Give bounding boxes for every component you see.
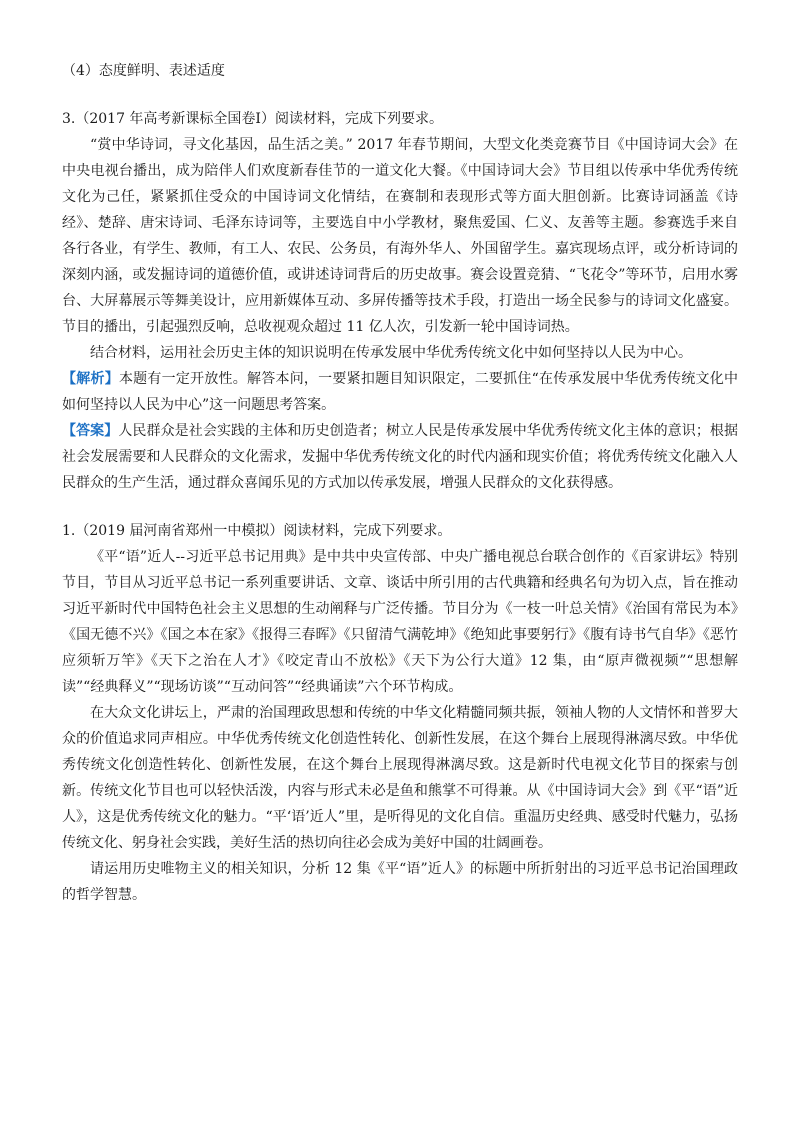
question-1-paragraph-2: 在大众文化讲坛上，严肃的治国理政思想和传统的中华文化精髓同频共振，领袖人物的人文情怀和普罗大众的价值追求同声相应。中华优秀传统文化创造性转化、创新性发展，在这个舞台上展现得淋漓尽致。中华优秀传统文化创造性转化、创新性发展，在这个舞台上展现得淋漓尽致。这是新时代电视文化节目的探索与创新。传统文化节目也可以轻快活泼，内容与形式未必是鱼和熊掌不可得兼。从《中国诗词大会》到《平“语”近人》，这是优秀传统文化的魅力。“平‘语’近人”里，是听得见的文化自信。重温历史经典、感受时代魅力，弘扬传统文化、躬身社会实践，美好生活的热切向往必会成为美好中国的壮阔画卷。	[62, 705, 738, 851]
question-3-material: “赏中华诗词，寻文化基因，品生活之美。” 2017 年春节期间，大型文化类竞赛节目《中国诗词大会》在中央电视台播出，成为陪伴人们欢度新春佳节的一道文化大餐。《中国诗词大会》节目组以传承中华优秀传统文化为己任，紧紧抓住受众的中国诗词文化情结，在赛制和表现形式等方面大胆创新。比赛诗词涵盖《诗经》、楚辞、唐宋诗词、毛泽东诗词等，主要选自中小学教材，聚焦爱国、仁义、友善等主题。参赛选手来自各行各业，有学生、教师，有工人、农民、公务员，有海外华人、外国留学生。嘉宾现场点评，或分析诗词的深刻内涵，或发掘诗词的道德价值，或讲述诗词背后的历史故事。赛会设置竞猜、“飞花令”等环节，启用水雾台、大屏幕展示等舞美设计，应用新媒体互动、多屏传播等技术手段，打造出一场全民参与的诗词文化盛宴。节目的播出，引起强烈反响，总收视观众超过 11 亿人次，引发新一轮中国诗词热。	[62, 137, 738, 335]
analysis-text: 本题有一定开放性。解答本问，一要紧扣题目知识限定，二要抓住“在传承发展中华优秀传统文化中如何坚持以人民为中心”这一问题思考答案。	[62, 371, 739, 413]
item-4-text: （4）态度鲜明、表述适度	[62, 63, 225, 79]
question-1-heading: 1.（2019 届河南省郑州一中模拟）阅读材料，完成下列要求。	[62, 523, 452, 539]
question-3-heading: 3.（2017 年高考新课标全国卷Ⅰ）阅读材料，完成下列要求。	[62, 111, 443, 127]
question-1-prompt: 请运用历史唯物主义的相关知识，分析 12 集《平“语”近人》的标题中所折射出的习近平总书记治国理政的哲学智慧。	[62, 861, 738, 903]
question-3-answer	[62, 418, 738, 496]
question-3-prompt: 结合材料，运用社会历史主体的知识说明在传承发展中华优秀传统文化中如何坚持以人民为中心。	[90, 345, 692, 361]
question-1-paragraph-1: 《平“语”近人--习近平总书记用典》是中共中央宣传部、中央广播电视总台联合创作的《百家讲坛》特别节目，节目从习近平总书记一系列重要讲话、文章、谈话中所引用的古代典籍和经典名句为切入点，旨在推动习近平新时代中国特色社会主义思想的生动阐释与广泛传播。节目分为《一枝一叶总关情》《治国有常民为本》《国无德不兴》《国之本在家》《报得三春晖》《只留清气满乾坤》《绝知此事要躬行》《腹有诗书气自华》《恶竹应须斩万竿》《天下之治在人才》《咬定青山不放松》《天下为公行大道》12 集，由“原声微视频”“思想解读”“经典释义”“现场访谈”“互动问答”“经典诵读”六个环节构成。	[62, 549, 738, 695]
answer-text: 人民群众是社会实践的主体和历史创造者；树立人民是传承发展中华优秀传统文化主体的意识；根据社会发展需要和人民群众的文化需求，发掘中华优秀传统文化的时代内涵和现实价值；将优秀传统文化融入人民群众的生产生活，通过群众喜闻乐见的方式加以传承发展，增强人民群众的文化获得感。	[62, 423, 739, 491]
answer-tag: 【答案】	[62, 423, 119, 439]
question-3-analysis	[62, 366, 738, 418]
document-page	[62, 58, 738, 908]
analysis-tag: 【解析】	[62, 371, 119, 387]
